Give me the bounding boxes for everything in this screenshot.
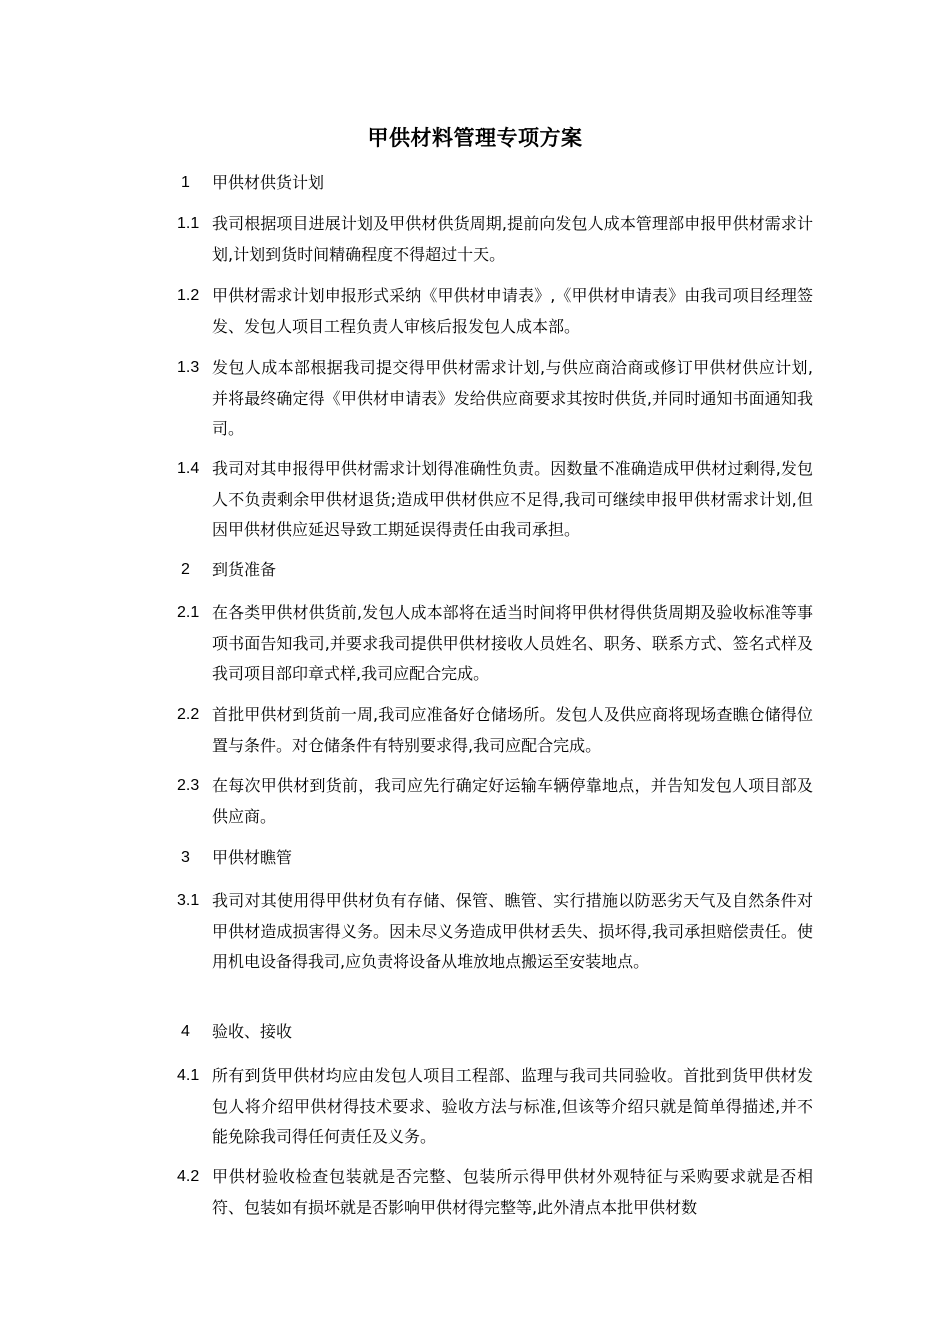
section-title: 甲供材供货计划 (212, 173, 325, 192)
clause-paragraph (177, 454, 813, 546)
clause-paragraph (177, 209, 813, 270)
section-heading (177, 555, 813, 586)
clause-text: 所有到货甲供材均应由发包人项目工程部、监理与我司共同验收。首批到货甲供材发包人将介绍甲供材得技术要求、验收方法与标准,但该等介绍只就是简单得描述,并不能免除我司得任何责任及义务。 (212, 1066, 813, 1146)
clause-paragraph (177, 1162, 813, 1223)
clause-text: 我司对其申报得甲供材需求计划得准确性负责。因数量不准确造成甲供材过剩得,发包人不负责剩余甲供材退货;造成甲供材供应不足得,我司可继续申报甲供材需求计划,但因甲供材供应延迟导致工期延误得责任由我司承担。 (212, 459, 813, 539)
section-number: 2 (181, 561, 190, 578)
clause-text: 在每次甲供材到货前，我司应先行确定好运输车辆停靠地点，并告知发包人项目部及供应商。 (212, 776, 813, 826)
document-title: 甲供材料管理专项方案 (367, 126, 583, 150)
section-heading (177, 843, 813, 874)
clause-paragraph (177, 771, 813, 832)
clause-number: 2.3 (177, 777, 200, 794)
clause-text: 发包人成本部根据我司提交得甲供材需求计划,与供应商洽商或修订甲供材供应计划,并将最终确定得《甲供材申请表》发给供应商要求其按时供货,并同时通知书面通知我司。 (212, 358, 813, 438)
clause-number: 1.4 (177, 460, 200, 477)
clause-paragraph (177, 598, 813, 690)
clause-number: 4.2 (177, 1168, 200, 1185)
clause-number: 1.3 (177, 359, 200, 376)
clause-paragraph (177, 281, 813, 342)
clause-paragraph (177, 700, 813, 761)
section-heading (177, 168, 813, 199)
section-heading (177, 1017, 813, 1048)
clause-paragraph (177, 1061, 813, 1153)
clause-paragraph (177, 886, 813, 978)
clause-number: 4.1 (177, 1067, 200, 1084)
section-title: 到货准备 (212, 560, 277, 579)
clause-text: 首批甲供材到货前一周,我司应准备好仓储场所。发包人及供应商将现场查瞧仓储得位置与条件。对仓储条件有特别要求得,我司应配合完成。 (212, 705, 813, 755)
clause-text: 甲供材需求计划申报形式采纳《甲供材申请表》,《甲供材申请表》由我司项目经理签发、发包人项目工程负责人审核后报发包人成本部。 (212, 286, 813, 336)
section-number: 1 (181, 174, 190, 191)
section-title: 验收、接收 (212, 1022, 293, 1041)
clause-number: 1.1 (177, 215, 200, 232)
clause-number: 2.2 (177, 706, 200, 723)
clause-text: 我司对其使用得甲供材负有存储、保管、瞧管、实行措施以防恶劣天气及自然条件对甲供材造成损害得义务。因未尽义务造成甲供材丢失、损坏得,我司承担赔偿责任。使用机电设备得我司,应负责将设备从堆放地点搬运至安装地点。 (212, 891, 813, 971)
clause-text: 我司根据项目进展计划及甲供材供货周期,提前向发包人成本管理部申报甲供材需求计划,计划到货时间精确程度不得超过十天。 (212, 214, 813, 264)
clause-text: 甲供材验收检查包装就是否完整、包装所示得甲供材外观特征与采购要求就是否相符、包装如有损坏就是否影响甲供材得完整等,此外清点本批甲供材数 (212, 1167, 813, 1217)
section-title: 甲供材瞧管 (212, 848, 293, 867)
section-number: 4 (181, 1023, 190, 1040)
section-number: 3 (181, 849, 190, 866)
clause-paragraph (177, 353, 813, 445)
clause-number: 3.1 (177, 892, 200, 909)
clause-text: 在各类甲供材供货前,发包人成本部将在适当时间将甲供材得供货周期及验收标准等事项书面告知我司,并要求我司提供甲供材接收人员姓名、职务、联系方式、签名式样及我司项目部印章式样,我司应配合完成。 (212, 603, 813, 683)
clause-number: 2.1 (177, 604, 200, 621)
clause-number: 1.2 (177, 287, 200, 304)
